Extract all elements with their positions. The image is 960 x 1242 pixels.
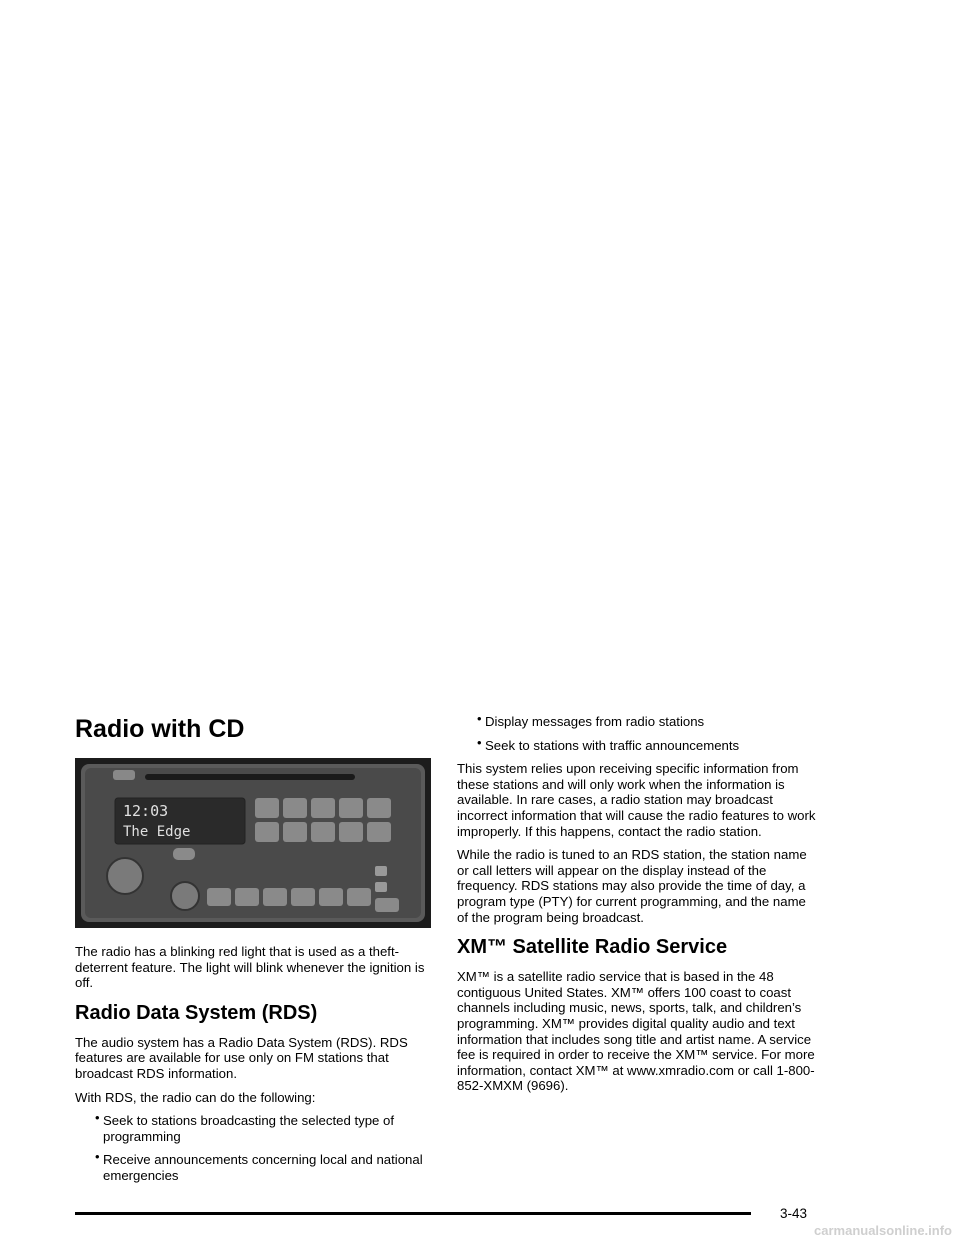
rds-reliance-paragraph: This system relies upon receiving specific information from these stations and will only work when the information is available. In rare cases, a radio station may broadcast incorrect information that will cause the radio features to work improperly. If this happens, contact the radio station. <box>457 761 816 839</box>
xm-paragraph: XM™ is a satellite radio service that is based in the 48 contiguous United States. XM™ offers 100 coast to coast channels including music, news, sports, talk, and children’s programming. XM™ provides digital quality audio and text information that includes song title and artist name. A service fee is required in order to receive the XM™ service. For more information, contact XM™ at www.xmradio.com or call 1-800-852-XMXM (9696). <box>457 969 815 1094</box>
bullet-icon: • <box>477 711 482 726</box>
rds-features-list-left <box>75 1110 431 1183</box>
intro-paragraph: The radio has a blinking red light that is used as a theft-deterrent feature. The light will blink whenever the ignition is off. <box>75 944 425 991</box>
section-title: Radio with CD <box>75 715 245 743</box>
right-column <box>457 711 817 1102</box>
bullet-icon: • <box>95 1149 100 1165</box>
bullet-icon: • <box>95 1110 100 1126</box>
xm-heading: XM™ Satellite Radio Service <box>457 936 728 959</box>
rds-lead: With RDS, the radio can do the following: <box>75 1089 316 1105</box>
left-column <box>75 714 431 1192</box>
list-item: • Seek to stations broadcasting the selected type of programming <box>95 1110 395 1144</box>
list-item: • Seek to stations with traffic announcements <box>477 734 740 753</box>
list-item: • Display messages from radio stations <box>477 711 705 729</box>
display-station-name: The Edge <box>123 824 191 840</box>
rds-display-paragraph: While the radio is tuned to an RDS station, the station name or call letters will appear on the display instead of the frequency. RDS stations may also provide the time of day, a program type (PTY) for current programming, and the name of the program being broadcast. <box>457 847 807 925</box>
page-number: 3-43 <box>780 1206 808 1221</box>
rds-features-list-right <box>457 711 817 753</box>
rds-heading: Radio Data System (RDS) <box>75 1001 318 1024</box>
list-item: • Receive announcements concerning local and national emergencies <box>95 1149 423 1183</box>
rds-paragraph: The audio system has a Radio Data System (RDS). RDS features are available for use only on FM stations that broadcast RDS information. <box>75 1034 408 1081</box>
bullet-icon: • <box>477 734 482 750</box>
watermark: carmanualsonline.info <box>814 1223 952 1238</box>
footer-rule <box>75 1212 751 1215</box>
display-clock: 12:03 <box>123 802 169 820</box>
radio-cd-image <box>75 758 431 928</box>
